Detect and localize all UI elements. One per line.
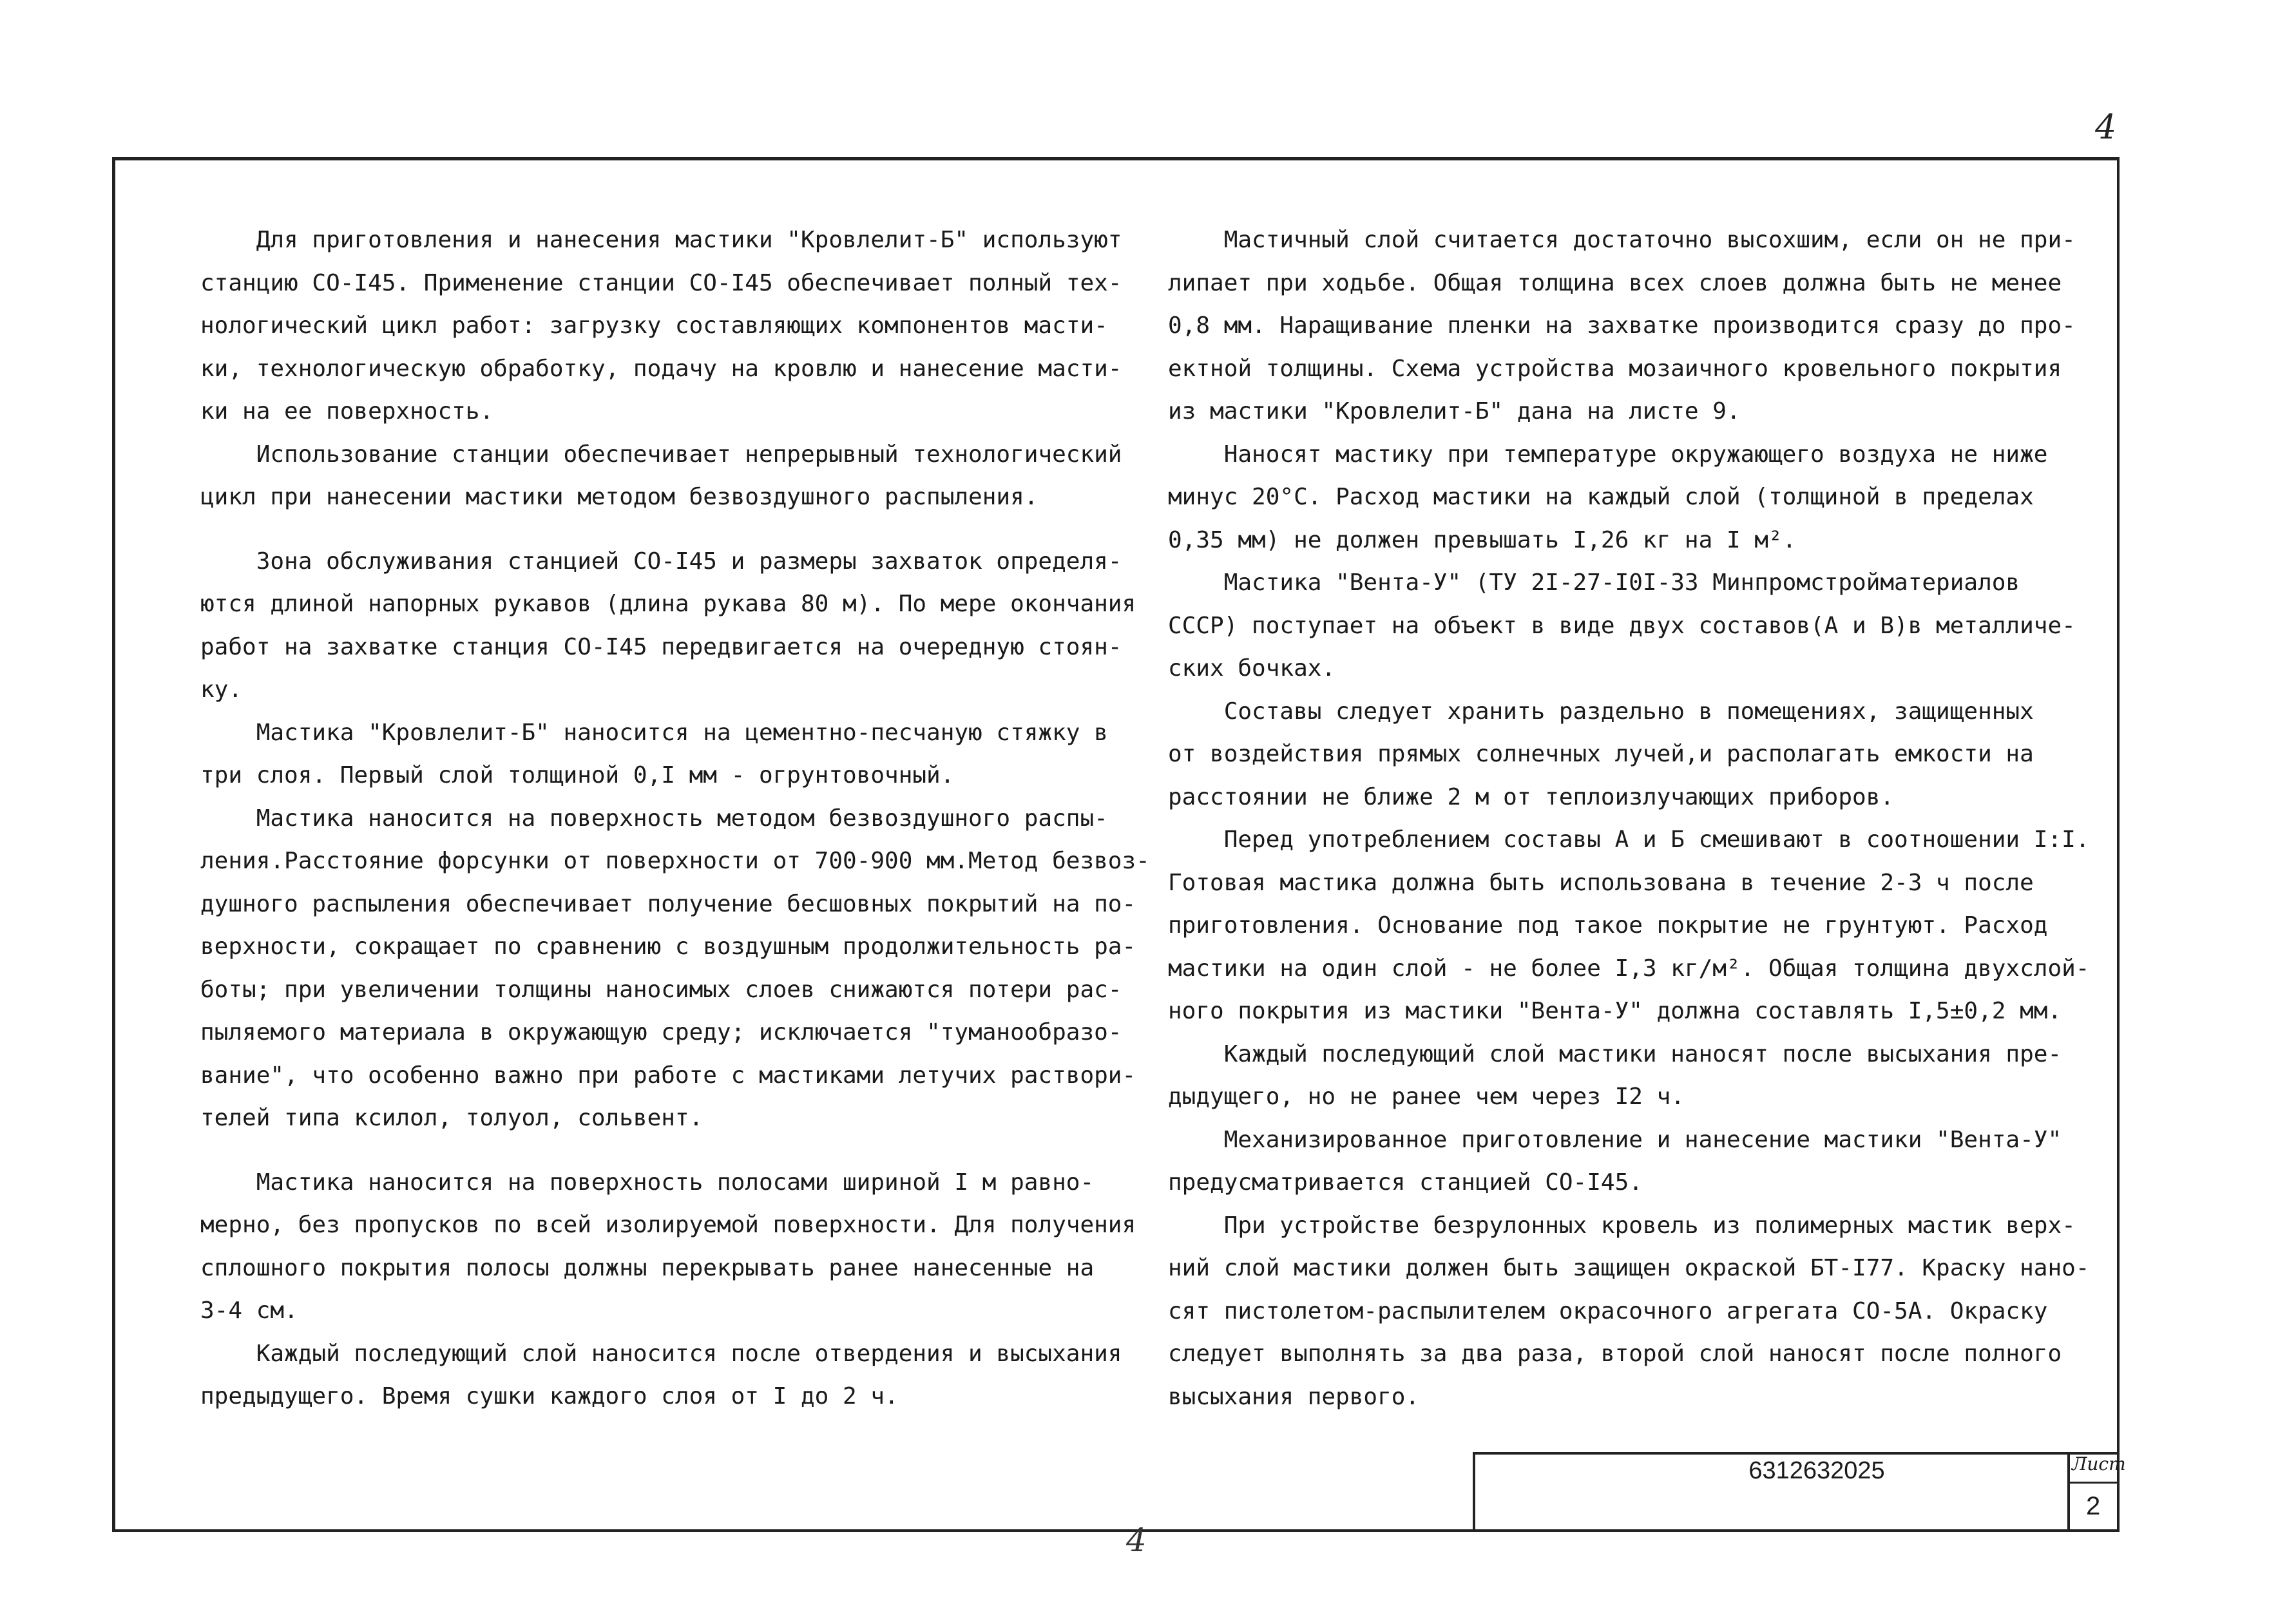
right-text-column	[1168, 219, 2089, 1419]
left-text-column	[200, 219, 1150, 1419]
text-line: СССР) поступает на объект в виде двух составов(А и В)в металличе-	[1168, 612, 2076, 639]
text-line: сят пистолетом-распылителем окрасочного агрегата СО-5А. Окраску	[1168, 1297, 2048, 1324]
text-line: Мастика "Кровлелит-Б" наносится на цементно-песчаную стяжку в	[200, 719, 1108, 746]
text-line: расстоянии не ближе 2 м от теплоизлучающих приборов.	[1168, 783, 1895, 810]
text-line: Мастика наносится на поверхность полосами шириной I м равно-	[200, 1169, 1095, 1196]
text-line: ления.Расстояние форсунки от поверхности от 700-900 мм.Метод безвоз-	[200, 848, 1150, 874]
text-line: от воздействия прямых солнечных лучей,и располагать емкости на	[1168, 741, 2034, 767]
text-line: Каждый последующий слой наносится после отвердения и высыхания	[200, 1340, 1122, 1367]
text-line: минус 20°С. Расход мастики на каждый слой (толщиной в пределах	[1168, 484, 2034, 510]
text-line: боты; при увеличении толщины наносимых слоев снижаются потери рас-	[200, 976, 1122, 1003]
text-line: верхности, сокращает по сравнению с воздушным продолжительность ра-	[200, 933, 1136, 960]
text-line: ектной толщины. Схема устройства мозаичного кровельного покрытия	[1168, 355, 2062, 382]
text-line: приготовления. Основание под такое покрытие не грунтуют. Расход	[1168, 912, 2048, 939]
text-line: Мастичный слой считается достаточно высохшим, если он не при-	[1168, 227, 2076, 253]
text-line: Механизированное приготовление и нанесение мастики "Вента-У"	[1168, 1126, 2062, 1153]
text-line: Мастика наносится на поверхность методом безвоздушного распы-	[200, 805, 1108, 832]
page-number-top: 4	[2095, 108, 2117, 147]
text-line: станцию СО-I45. Применение станции СО-I45 обеспечивает полный тех-	[200, 269, 1122, 296]
text-line: дыдущего, но не ранее чем через I2 ч.	[1168, 1084, 1685, 1110]
text-line: цикл при нанесении мастики методом безвоздушного распыления.	[200, 484, 1038, 510]
text-line: вание", что особенно важно при работе с мастиками летучих раствори-	[200, 1062, 1136, 1089]
text-line: ки, технологическую обработку, подачу на кровлю и нанесение масти-	[200, 355, 1122, 382]
sheet-number: 2	[2086, 1492, 2101, 1520]
text-line: Для приготовления и нанесения мастики "Кровлелит-Б" используют	[200, 227, 1122, 253]
text-line: Наносят мастику при температуре окружающего воздуха не ниже	[1168, 441, 2048, 468]
text-line: Использование станции обеспечивает непрерывный технологический	[200, 441, 1122, 468]
text-line: душного распыления обеспечивает получение бесшовных покрытий на по-	[200, 890, 1136, 917]
text-line: нологический цикл работ: загрузку составляющих компонентов масти-	[200, 312, 1108, 339]
text-line: из мастики "Кровлелит-Б" дана на листе 9.	[1168, 398, 1741, 425]
text-line: Составы следует хранить раздельно в помещениях, защищенных	[1168, 698, 2034, 725]
text-line: Мастика "Вента-У" (ТУ 2I-27-I0I-33 Минпромстройматериалов	[1168, 569, 2020, 596]
text-line: ки на ее поверхность.	[200, 398, 494, 425]
text-line: мерно, без пропусков по всей изолируемой поверхности. Для получения	[200, 1212, 1136, 1238]
text-line: телей типа ксилол, толуол, сольвент.	[200, 1105, 704, 1131]
text-line: 3-4 см.	[200, 1297, 298, 1324]
text-line: ются длиной напорных рукавов (длина рукава 80 м). По мере окончания	[200, 591, 1136, 617]
text-line: При устройстве безрулонных кровель из полимерных мастик верх-	[1168, 1212, 2076, 1239]
text-line: работ на захватке станция СО-I45 передвигается на очередную стоян-	[200, 633, 1122, 660]
text-line: Зона обслуживания станцией СО-I45 и размеры захваток определя-	[200, 548, 1122, 575]
text-line: 0,35 мм) не должен превышать I,26 кг на I м².	[1168, 526, 1797, 553]
text-line: предусматривается станцией СО-I45.	[1168, 1169, 1643, 1196]
page-number-bottom: 4	[1126, 1522, 1147, 1559]
text-line: пыляемого материала в окружающую среду; исключается "туманообразо-	[200, 1019, 1122, 1046]
text-line: высыхания первого.	[1168, 1383, 1420, 1410]
sheet-label: Лист	[2072, 1453, 2126, 1475]
text-line: сплошного покрытия полосы должны перекрывать ранее нанесенные на	[200, 1254, 1095, 1281]
document-code: 6312632025	[1748, 1457, 1885, 1484]
text-line: ских бочках.	[1168, 655, 1336, 682]
sheet-divider	[2067, 1482, 2120, 1484]
text-line: ку.	[200, 676, 243, 703]
text-line: следует выполнять за два раза, второй слой наносят после полного	[1168, 1341, 2062, 1367]
text-line: 0,8 мм. Наращивание пленки на захватке производится сразу до про-	[1168, 312, 2076, 339]
text-line: мастики на один слой - не более I,3 кг/м². Общая толщина двухслой-	[1168, 955, 2090, 982]
text-line: ного покрытия из мастики "Вента-У" должна составлять I,5±0,2 мм.	[1168, 998, 2062, 1024]
text-line: Каждый последующий слой мастики наносят после высыхания пре-	[1168, 1040, 2062, 1067]
text-line: липает при ходьбе. Общая толщина всех слоев должна быть не менее	[1168, 269, 2062, 296]
text-line: Готовая мастика должна быть использована в течение 2-3 ч после	[1168, 869, 2034, 896]
text-line: Перед употреблением составы А и Б смешивают в соотношении I:I.	[1168, 826, 2090, 853]
text-line: ний слой мастики должен быть защищен окраской БТ-I77. Краску нано-	[1168, 1255, 2090, 1281]
text-line: предыдущего. Время сушки каждого слоя от I до 2 ч.	[200, 1383, 899, 1409]
text-line: три слоя. Первый слой толщиной 0,I мм - огрунтовочный.	[200, 762, 955, 788]
